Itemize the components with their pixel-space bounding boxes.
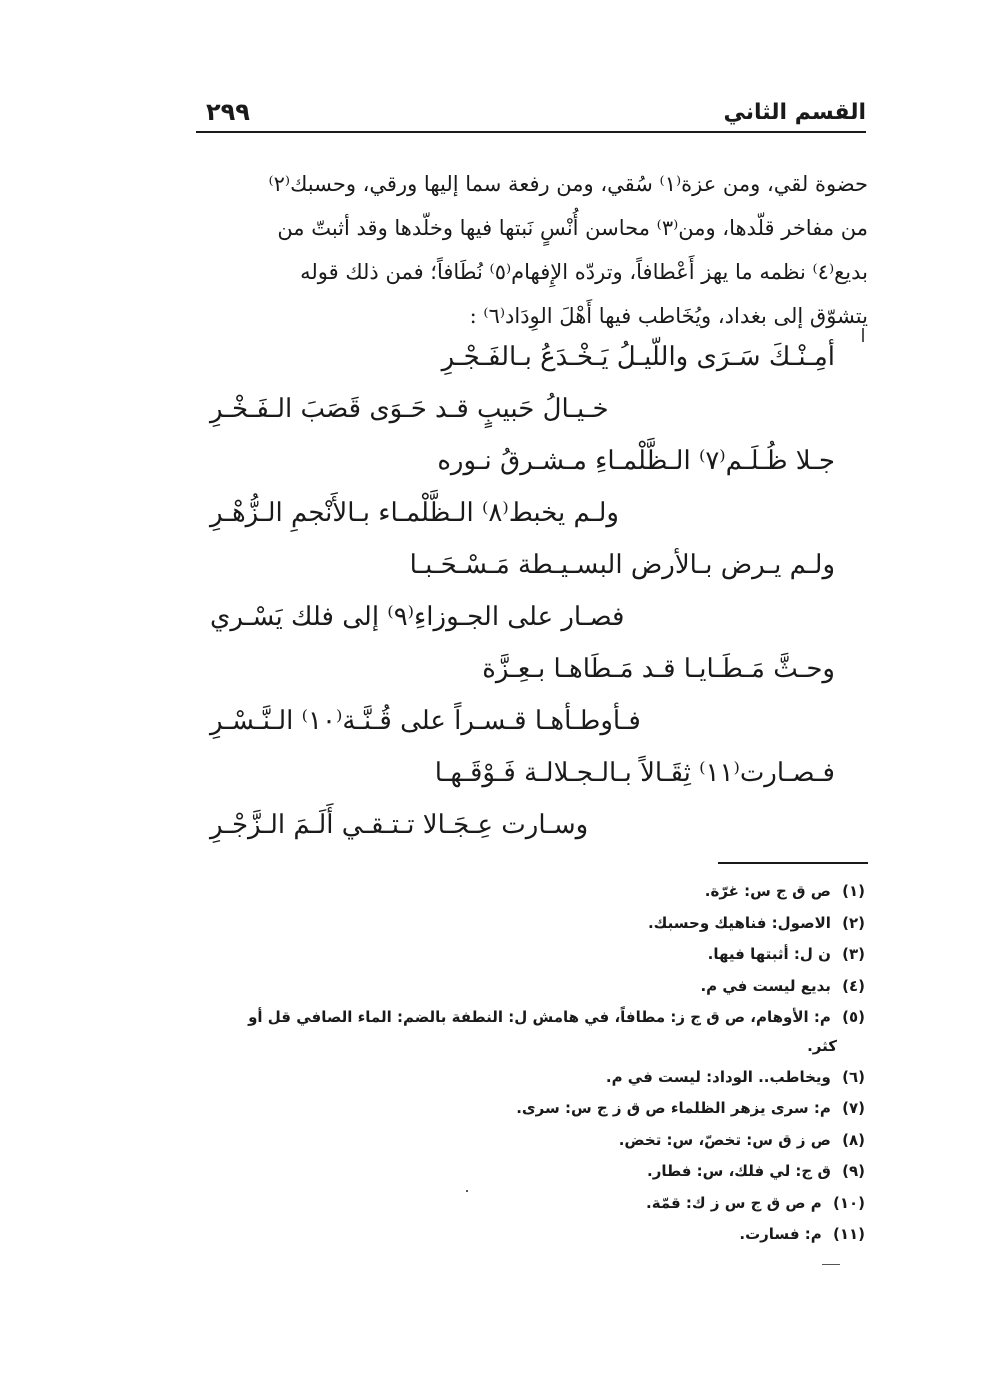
scan-artifact	[862, 328, 864, 342]
footnote-text: ق ج: لي فلك، س: فطار.	[647, 1162, 831, 1180]
footnote	[190, 1093, 865, 1125]
hemistich-first: أمِـنْـكَ سَـرَى واللّيـلُ يَـخْـدَعُ بـالفَـجْـرِ	[441, 342, 835, 372]
header-divider	[196, 131, 866, 133]
footnote-text: م ص ق ج س ز ك: قمّة.	[646, 1193, 822, 1212]
footnote	[190, 1062, 865, 1094]
footnote-marker: (١٠)	[832, 1193, 865, 1212]
footnote-marker: (٢)	[842, 913, 865, 932]
footnote-text: م: فسارت.	[739, 1225, 822, 1243]
footnote	[190, 1219, 865, 1251]
running-header	[196, 98, 866, 134]
body-paragraph	[178, 162, 868, 338]
footnote-text: الاصول: فناهيك وحسبك.	[647, 913, 831, 932]
footnote	[190, 876, 865, 908]
footnote-text: م: سرى يزهر الظلماء ص ق ز ج س: سرى.	[516, 1099, 831, 1117]
footnote-marker: (٨)	[842, 1130, 865, 1149]
prose-line: من مفاخر قلّدها، ومن⁽٣⁾ محاسن أُنْسٍ نَبتها فيها وخلّدها وقد أثبتّ من	[277, 216, 868, 240]
footnote-marker: (١١)	[832, 1225, 865, 1243]
footnote-divider	[718, 862, 868, 864]
verse	[200, 550, 860, 654]
footnote-text: م: الأوهام، ص ق ج ز: مطافاً، في هامش ل: النطفة بالضم: الماء الصافي قل أو	[248, 1008, 831, 1026]
footnote	[190, 1156, 865, 1188]
footnote	[190, 939, 865, 971]
page-number: ٢٩٩	[206, 98, 250, 126]
hemistich-first: جـلا ظُـلَـم⁽٧⁾ الـظَّلْمـاءِ مـشـرقُ نـوره	[437, 446, 835, 476]
verse	[200, 654, 860, 758]
footnote	[190, 1002, 865, 1058]
footnotes	[190, 876, 865, 1251]
hemistich-first: فـصـارت⁽١١⁾ ثِقَـالاً بـالـجـلالـة فَـوْقَـهـا	[434, 758, 835, 788]
scan-artifact	[466, 1190, 468, 1192]
footnote-marker: (٦)	[842, 1067, 865, 1086]
footnote-text: ويخاطب.. الوداد: ليست في م.	[605, 1067, 831, 1086]
footnote-marker: (٥)	[842, 1008, 865, 1026]
footnote-continuation: كثر.	[807, 1036, 837, 1055]
footnote	[190, 908, 865, 940]
scan-artifact	[822, 1264, 840, 1265]
prose-line: حضوة لقي، ومن عزة⁽١⁾ سُقي، ومن رفعة سما إليها ورقي، وحسبك⁽٢⁾	[268, 172, 868, 196]
hemistich-second: خـيـالُ حَبيبٍ قـد حَـوَى قَصَبَ الـفَـخْـرِ	[210, 394, 609, 424]
footnote-marker: (١)	[842, 882, 865, 900]
hemistich-second: ولـم يخبط⁽٨⁾ الـظَّلْمـاء بـالأَنْجمِ الـزُّهْـرِ	[210, 498, 619, 528]
prose-line: بديع⁽٤⁾ نظمه ما يهز أَعْطافاً، وتردّه الإِفهام⁽٥⁾ نُطَافاً؛ فمن ذلك قوله	[300, 260, 868, 284]
hemistich-first: ولـم يـرض بـالأرض البسـيـطة مَـسْـحَـبـا	[409, 550, 835, 580]
hemistich-first: وحـثَّ مَـطَـايـا قـد مَـطَاهـا بـعِـزَّة	[482, 654, 835, 684]
footnote-text: ص ز ق س: تخصّ، س: تخض.	[618, 1130, 831, 1149]
footnote-marker: (٤)	[842, 976, 865, 995]
footnote	[190, 1125, 865, 1157]
section-title: القسم الثاني	[723, 100, 866, 125]
footnote-marker: (٩)	[842, 1162, 865, 1180]
verse	[200, 446, 860, 550]
footnote-text: ص ق ج س: غرّة.	[704, 882, 831, 900]
verse	[200, 758, 860, 862]
hemistich-second: فـأوطـأهـا قـسـراً على قُـنَّـة⁽١٠⁾ الـنَّـسْـرِ	[210, 706, 641, 736]
hemistich-second: فصـار على الجـوزاءِ⁽٩⁾ إلى فلك يَسْـري	[210, 602, 625, 632]
footnote-text: ن ل: أثبتها فيها.	[707, 945, 831, 963]
prose-line: يتشوّق إلى بغداد، ويُخَاطب فيها أَهْلَ الوِدَاد⁽٦⁾ :	[469, 304, 868, 328]
footnote	[190, 1188, 865, 1220]
footnote-marker: (٣)	[842, 945, 865, 963]
poem	[200, 342, 860, 862]
footnote	[190, 971, 865, 1003]
footnote-marker: (٧)	[842, 1099, 865, 1117]
hemistich-second: وسـارت عِـجَـالا تـتـقـي أَلَـمَ الـزَّجْـرِ	[210, 810, 589, 840]
footnote-text: بديع ليست في م.	[700, 976, 831, 995]
verse	[200, 342, 860, 446]
